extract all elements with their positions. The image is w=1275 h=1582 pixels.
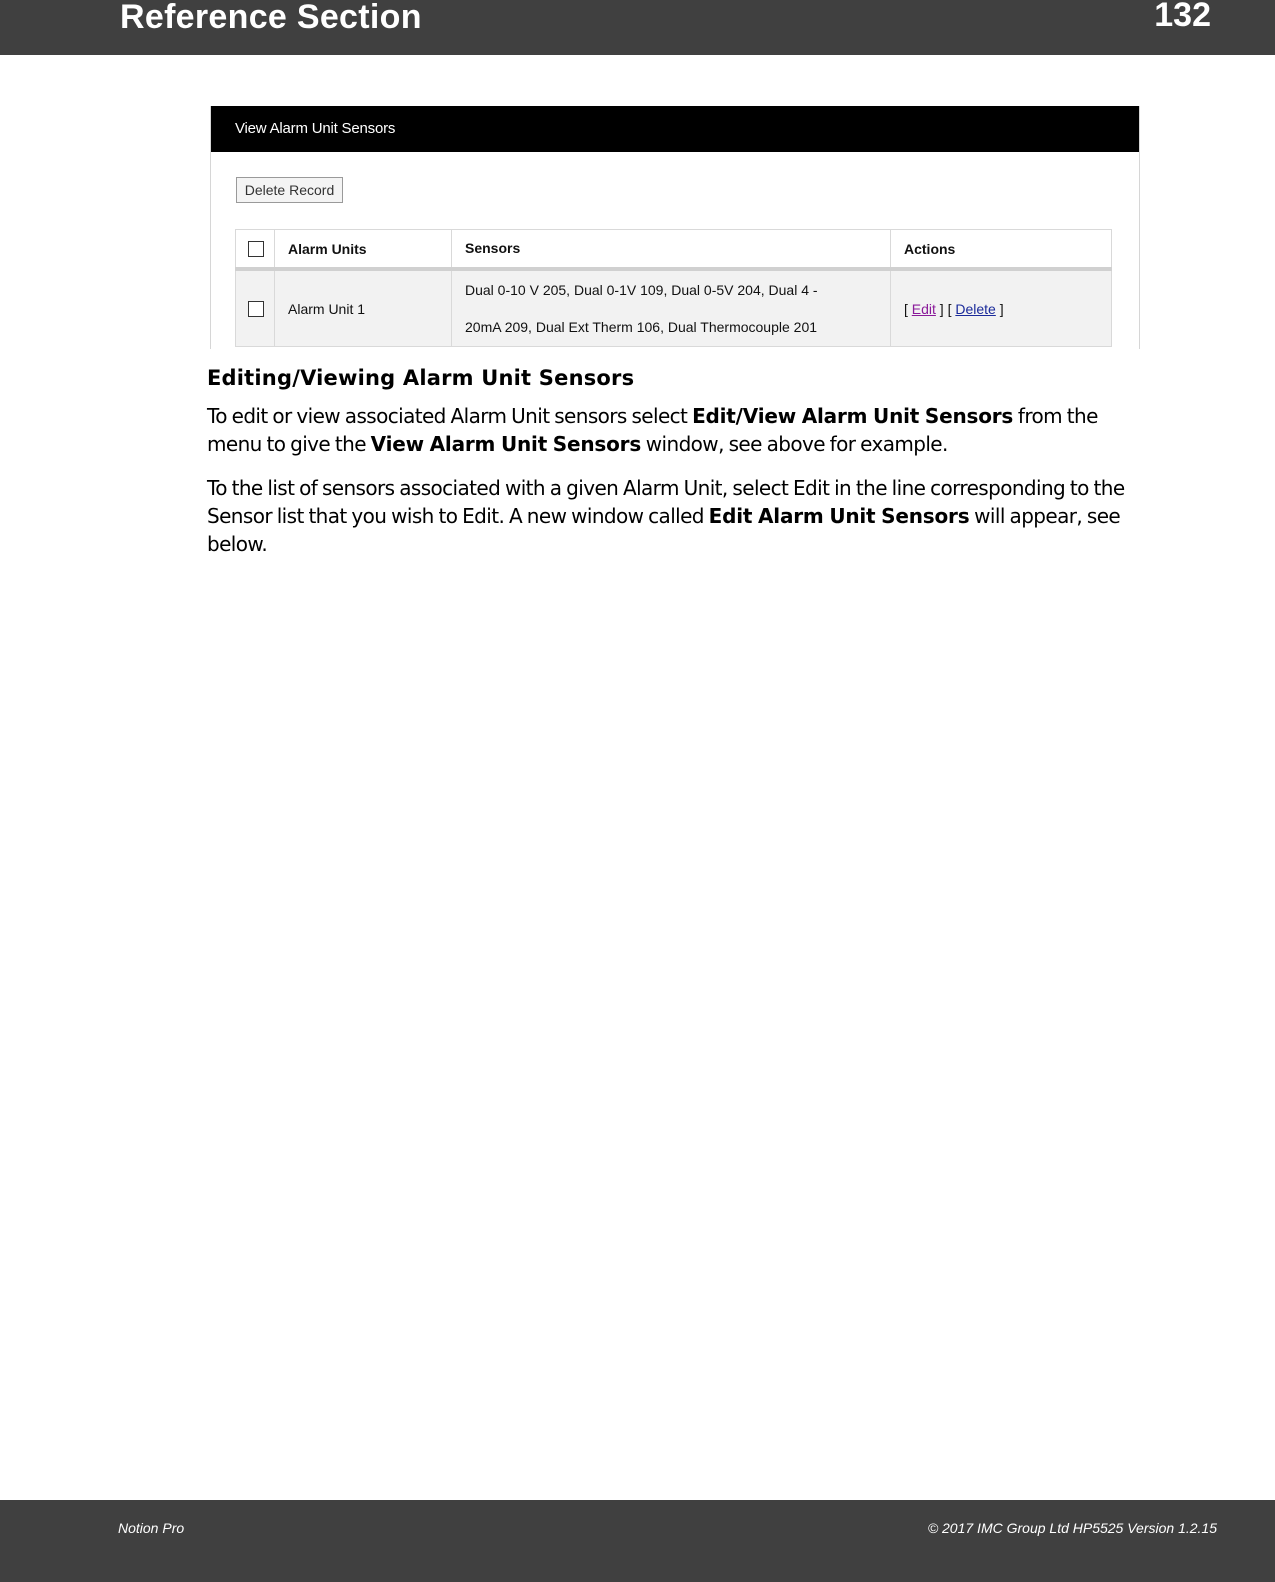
window-titlebar bbox=[211, 106, 1139, 152]
delete-link[interactable]: Delete bbox=[955, 300, 996, 317]
para2-bold-1: Edit Alarm Unit Sensors bbox=[708, 504, 970, 528]
sensors-line-1: Dual 0-10 V 205, Dual 0-1V 109, Dual 0-5V 204, Dual 4 - bbox=[465, 281, 818, 298]
page-number: 132 bbox=[1154, 0, 1211, 34]
para2-text-1: To the list of sensors associated with a given Alarm Unit, select Edit in the line corresponding to the Sensor list that you wish to Edit. A new window called bbox=[207, 476, 1125, 528]
paragraph-2 bbox=[207, 474, 1142, 558]
para1-bold-2: View Alarm Unit Sensors bbox=[370, 432, 642, 456]
select-all-checkbox[interactable] bbox=[248, 241, 264, 257]
actions-cell bbox=[891, 269, 1112, 347]
section-heading: Editing/Viewing Alarm Unit Sensors bbox=[207, 366, 635, 390]
window-title: View Alarm Unit Sensors bbox=[235, 120, 396, 137]
edit-link[interactable]: Edit bbox=[911, 300, 936, 317]
bracket-close: ] bbox=[999, 300, 1004, 317]
page-footer bbox=[0, 1500, 1275, 1582]
column-header-alarm-units: Alarm Units bbox=[275, 230, 452, 270]
para1-text-1: To edit or view associated Alarm Unit sensors select bbox=[207, 404, 693, 428]
para2-text-2: will appear, see below. bbox=[207, 504, 1121, 556]
column-header-actions: Actions bbox=[891, 230, 1112, 270]
para1-text-2: from the menu to give the bbox=[207, 404, 1098, 456]
footer-copyright: © 2017 IMC Group Ltd HP5525 Version 1.2.15 bbox=[927, 1520, 1217, 1536]
column-header-sensors: Sensors bbox=[452, 230, 891, 270]
para1-bold-1: Edit/View Alarm Unit Sensors bbox=[692, 404, 1014, 428]
document-content bbox=[207, 366, 1142, 574]
view-alarm-unit-sensors-screenshot bbox=[210, 106, 1140, 349]
table-row bbox=[236, 269, 1112, 347]
footer-product: Notion Pro bbox=[118, 1520, 185, 1536]
page-header bbox=[0, 0, 1275, 55]
alarm-unit-cell: Alarm Unit 1 bbox=[275, 269, 452, 347]
row-select-cell bbox=[236, 269, 275, 347]
delete-record-button[interactable]: Delete Record bbox=[236, 177, 343, 203]
sensors-line-2: 20mA 209, Dual Ext Therm 106, Dual Thermocouple 201 bbox=[465, 318, 818, 335]
section-title: Reference Section bbox=[120, 0, 422, 36]
paragraph-1 bbox=[207, 402, 1142, 458]
alarm-unit-sensors-table bbox=[235, 229, 1112, 347]
bracket-mid: ] [ bbox=[939, 300, 952, 317]
para1-text-3: window, see above for example. bbox=[641, 432, 948, 456]
row-select-checkbox[interactable] bbox=[248, 301, 264, 317]
bracket-open: [ bbox=[904, 300, 908, 317]
select-all-cell bbox=[236, 230, 275, 270]
sensors-cell bbox=[452, 269, 891, 347]
table-header-row bbox=[236, 230, 1112, 270]
